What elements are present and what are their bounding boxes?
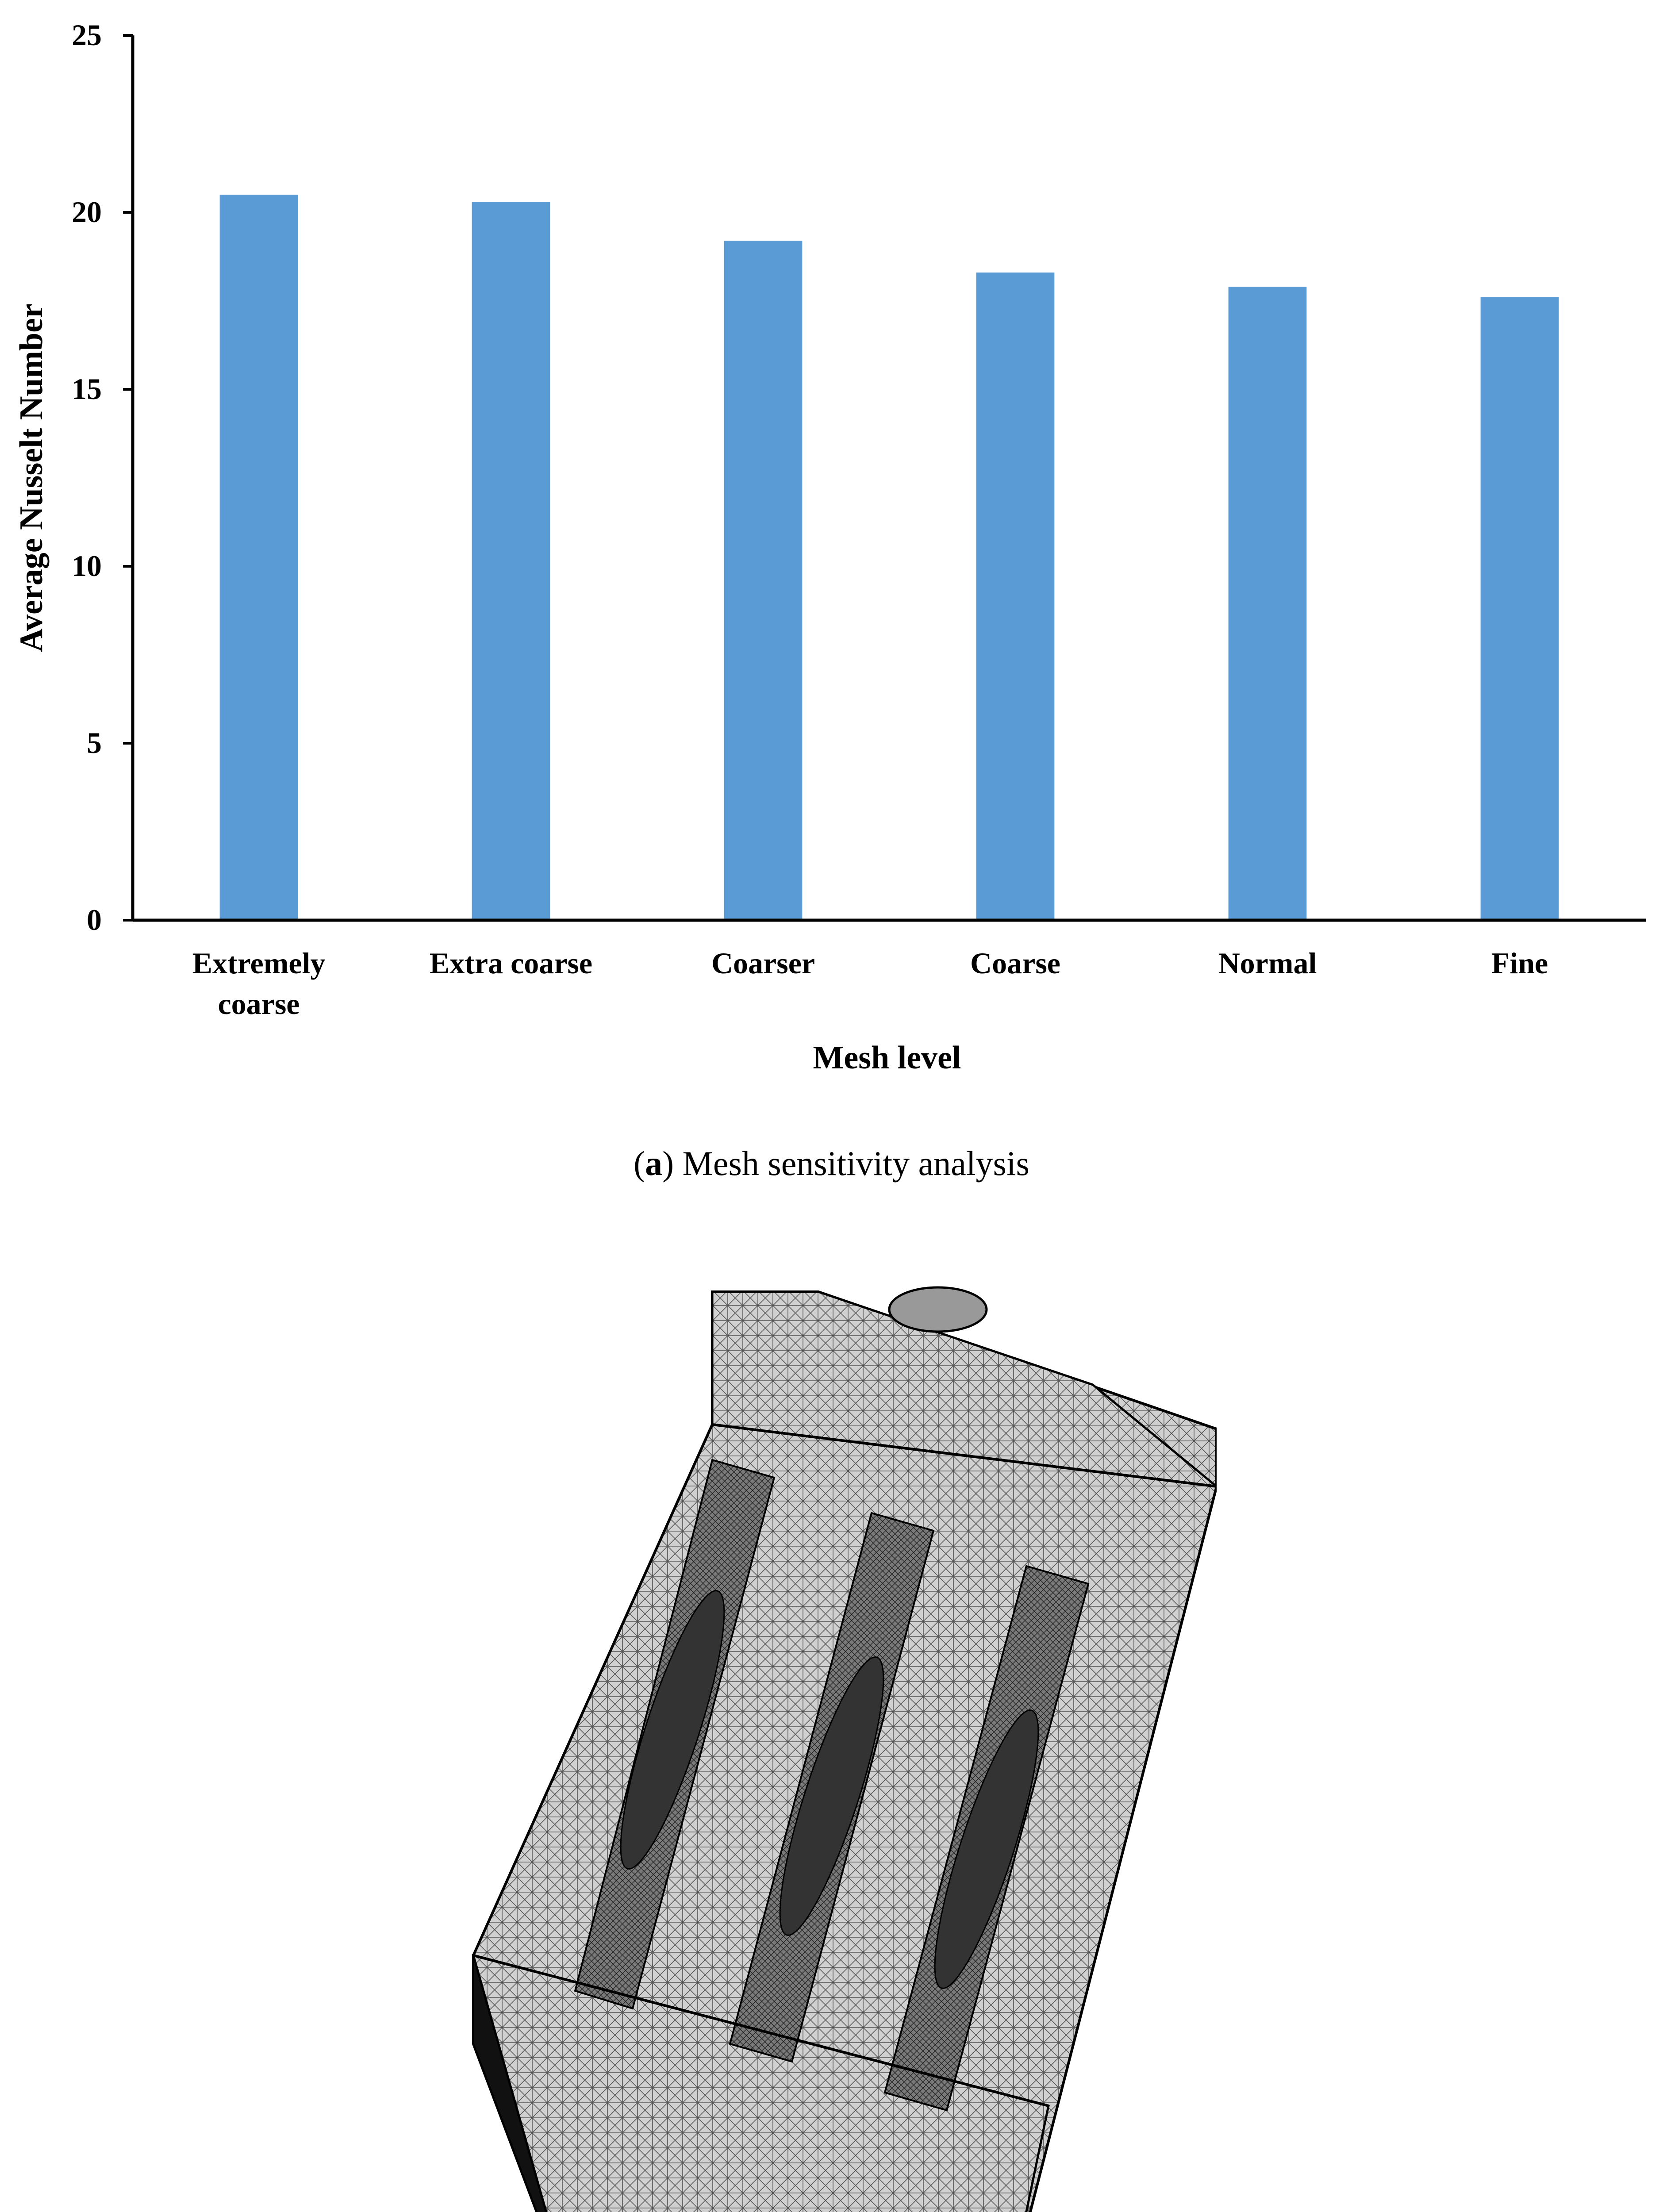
- caption-a-open-paren: (: [634, 1144, 645, 1183]
- x-axis-tick-labels: [192, 946, 1548, 1021]
- x-tick-label: [430, 946, 592, 980]
- x-tick-label: [1491, 946, 1548, 980]
- y-tick-label: 25: [72, 18, 102, 52]
- mesh-top-outlet: [889, 1287, 987, 1332]
- bar-fine: [1481, 297, 1559, 920]
- x-tick-label-line: Coarse: [970, 946, 1060, 980]
- x-tick-label-line: Extremely: [192, 946, 326, 980]
- x-tick-label-line: Coarser: [711, 946, 815, 980]
- bar-coarse: [976, 273, 1055, 920]
- bars: [220, 195, 1559, 920]
- x-tick-label-line: Normal: [1218, 946, 1317, 980]
- y-tick-label: 0: [87, 903, 102, 937]
- bar-extra-coarse: [472, 202, 550, 920]
- x-tick-label: [711, 946, 815, 980]
- caption-a-letter: a: [645, 1144, 663, 1183]
- y-axis-title: Average Nusselt Number: [13, 303, 50, 652]
- x-tick-label-line: coarse: [218, 987, 300, 1021]
- x-tick-label: [970, 946, 1060, 980]
- x-axis-title: Mesh level: [813, 1040, 961, 1076]
- caption-a-text: ) Mesh sensitivity analysis: [662, 1144, 1029, 1183]
- y-tick-label: 10: [72, 549, 102, 583]
- y-tick-label: 15: [72, 372, 102, 406]
- x-tick-label: [1218, 946, 1317, 980]
- bar-extremely-coarse: [220, 195, 298, 920]
- y-tick-label: 20: [72, 195, 102, 229]
- x-tick-label-line: Fine: [1491, 946, 1548, 980]
- caption-a: [0, 1144, 1663, 1183]
- finite-element-mesh-image: [465, 1283, 1217, 2212]
- bar-normal: [1229, 287, 1307, 920]
- y-tick-label: 5: [87, 726, 102, 760]
- bar-coarser: [724, 241, 803, 920]
- x-tick-label: [192, 946, 326, 1021]
- x-tick-label-line: Extra coarse: [429, 946, 593, 980]
- y-axis-ticks: [72, 18, 133, 937]
